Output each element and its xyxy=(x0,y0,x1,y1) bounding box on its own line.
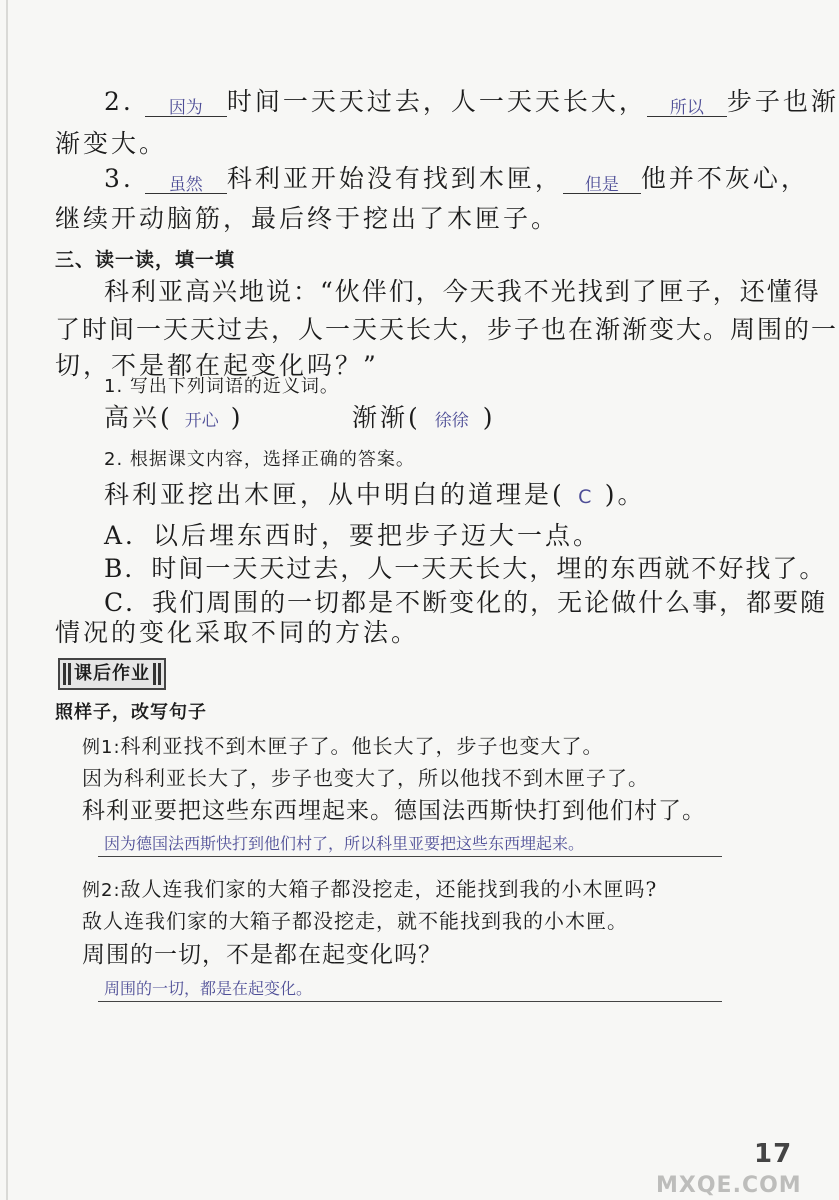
q3-line1 xyxy=(104,163,809,195)
q2-answer1: 因为 xyxy=(168,98,203,118)
synonym-answer2: 徐徐 xyxy=(434,411,469,431)
page-edge xyxy=(6,0,8,1200)
paren-open-1: ( xyxy=(160,403,173,432)
option-a: A．以后埋东西时，要把步子迈大一点。 xyxy=(104,521,602,550)
sub2-question-text: 科利亚挖出木匣，从中明白的道理是 xyxy=(104,480,553,509)
q2-blank2[interactable] xyxy=(647,88,727,117)
passage-line2: 了时间一天天过去，人一天天长大，步子也在渐渐变大。周围的一 xyxy=(55,315,839,344)
example1-task: 科利亚要把这些东西埋起来。德国法西斯快打到他们村了。 xyxy=(82,798,706,824)
badge-rail-right xyxy=(158,663,161,685)
paren-close-3: )。 xyxy=(604,480,646,509)
example1-original xyxy=(82,730,604,764)
option-c: C．我们周围的一切都是不断变化的，无论做什么事，都要随 xyxy=(104,588,828,617)
badge-rail-right-inner xyxy=(153,663,156,685)
choice-answer: C xyxy=(578,486,592,508)
homework-heading: 照样子，改写句子 xyxy=(55,702,207,723)
option-c-continued: 情况的变化采取不同的方法。 xyxy=(55,618,420,647)
q3-line2: 继续开动脑筋，最后终于挖出了木匣子。 xyxy=(55,204,560,233)
q2-line2: 渐变大。 xyxy=(55,129,168,158)
badge-rail-left xyxy=(63,663,66,685)
paren-close-2: ) xyxy=(482,403,496,432)
q3-blank2[interactable] xyxy=(563,165,641,194)
example1-rewritten: 因为科利亚长大了，步子也变大了，所以他找不到木匣子了。 xyxy=(82,766,649,790)
q3-number: 3. xyxy=(104,164,134,193)
synonym-answer1: 开心 xyxy=(184,411,219,431)
synonym-row-2 xyxy=(352,402,496,437)
q2-tail: 步子也渐 xyxy=(726,87,839,116)
example1-answer-line[interactable] xyxy=(98,826,722,857)
example1-answer: 因为德国法西斯快打到他们村了，所以科里亚要把这些东西埋起来。 xyxy=(104,834,585,853)
sub1-prompt: 1. 写出下列词语的近义词。 xyxy=(104,376,339,397)
passage-line3: 切，不是都在起变化吗？” xyxy=(55,351,379,380)
sub2-question xyxy=(104,479,646,513)
paren-open-3: ( xyxy=(552,480,565,509)
q3-tail: 他并不灰心， xyxy=(640,164,809,193)
homework-badge-label: 课后作业 xyxy=(74,663,150,684)
paren-close-1: ) xyxy=(230,403,244,432)
choice-answer-slot[interactable] xyxy=(565,479,605,513)
example1-label: 例1: xyxy=(82,737,121,758)
example2-label: 例2: xyxy=(82,880,121,901)
q2-answer2: 所以 xyxy=(669,98,704,118)
watermark-text: MXQE.COM xyxy=(656,1173,802,1198)
synonym-word1: 高兴 xyxy=(104,403,161,432)
q2-number: 2. xyxy=(104,87,134,116)
paren-open-2: ( xyxy=(408,403,421,432)
page-number: 17 xyxy=(754,1139,793,1169)
section3-heading: 三、读一读，填一填 xyxy=(55,249,236,271)
q2-line1 xyxy=(104,86,839,118)
example2-task: 周围的一切，不是都在起变化吗？ xyxy=(82,942,442,968)
example1-original-text: 科利亚找不到木匣子了。他长大了，步子也变大了。 xyxy=(120,734,604,758)
example2-answer: 周围的一切，都是在起变化。 xyxy=(104,979,313,998)
sub2-prompt: 2. 根据课文内容，选择正确的答案。 xyxy=(104,449,415,470)
passage-line1: 科利亚高兴地说：“伙伴们，今天我不光找到了匣子，还懂得 xyxy=(104,277,821,306)
example2-rewritten: 敌人连我们家的大箱子都没挖走，就不能找到我的小木匣。 xyxy=(82,909,628,933)
synonym-word2: 渐渐 xyxy=(352,403,409,432)
synonym-row xyxy=(104,402,244,437)
option-b: B．时间一天天过去，人一天天长大，埋的东西就不好找了。 xyxy=(104,554,827,583)
badge-rail-left-inner xyxy=(68,663,71,685)
q3-answer2: 但是 xyxy=(584,175,619,195)
q3-blank1[interactable] xyxy=(145,165,227,194)
homework-badge xyxy=(58,658,166,690)
watermark-logo xyxy=(650,1128,810,1198)
synonym-answer1-slot[interactable] xyxy=(173,402,231,437)
example2-original-text: 敌人连我们家的大箱子都没挖走，还能找到我的小木匣吗? xyxy=(120,877,658,901)
q2-blank1[interactable] xyxy=(145,88,227,117)
q2-middle: 时间一天天过去，人一天天长大， xyxy=(226,87,647,116)
q3-answer1: 虽然 xyxy=(168,175,203,195)
example2-original xyxy=(82,873,657,907)
synonym-answer2-slot[interactable] xyxy=(421,402,483,437)
q3-middle: 科利亚开始没有找到木匣， xyxy=(226,164,563,193)
example2-answer-line[interactable] xyxy=(98,971,722,1002)
